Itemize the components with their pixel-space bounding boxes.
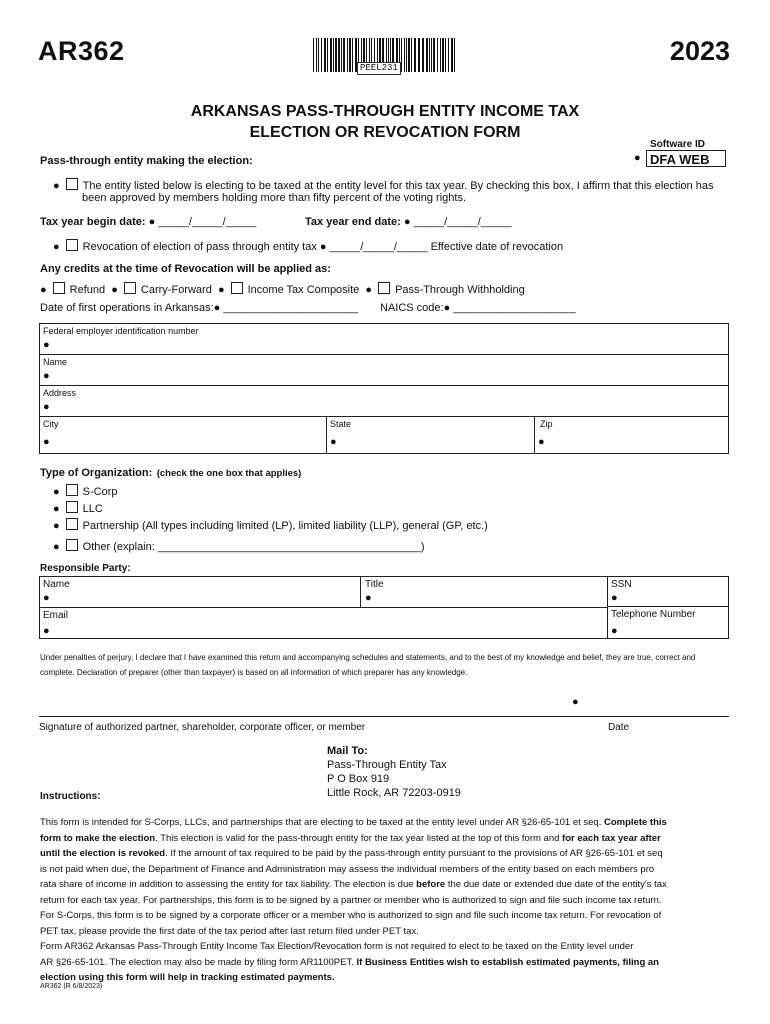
- other-checkbox[interactable]: [66, 539, 78, 551]
- instr-bold: before: [416, 879, 446, 890]
- rp-title-field[interactable]: ●: [365, 592, 372, 604]
- first-ops-row: [40, 302, 358, 314]
- org-type-heading: [40, 463, 301, 481]
- naics-label: NAICS code:: [380, 302, 444, 314]
- option-composite: Income Tax Composite: [247, 284, 360, 296]
- mail-line-3: Little Rock, AR 72203-0919: [327, 787, 461, 799]
- bullet-icon: ●: [53, 503, 60, 515]
- instr-text: AR §26-65-101. The election may also be made by filing form AR1100PET.: [40, 956, 354, 968]
- instr-text: . If the amount of tax required to be paid by the pass-through entity pursuant to the provisions of AR §26-65-101 et seq: [165, 848, 663, 859]
- date-label: Date: [608, 722, 630, 733]
- instr-text: PET tax, please provide the first date of the tax period after last return filed under PET tax.: [40, 925, 419, 937]
- date-bullet-icon: ●: [572, 696, 579, 708]
- state-field[interactable]: ●: [330, 436, 337, 448]
- instructions-paragraph-2: [40, 939, 740, 986]
- org-option-other: [53, 539, 425, 553]
- revocation-date-field[interactable]: _____/_____/_____: [329, 241, 428, 253]
- revocation-text: Revocation of election of pass through entity tax: [82, 241, 317, 253]
- form-title-line1: ARKANSAS PASS-THROUGH ENTITY INCOME TAX: [190, 103, 580, 120]
- address-field[interactable]: ●: [43, 401, 50, 413]
- refund-checkbox[interactable]: [53, 282, 65, 294]
- bullet-icon: ●: [403, 216, 411, 228]
- instr-bold: Complete this: [604, 817, 667, 828]
- tax-end-row: [305, 216, 511, 228]
- signature-line[interactable]: [39, 716, 729, 717]
- naics-row: [380, 302, 576, 314]
- rp-email-field[interactable]: ●: [43, 625, 50, 637]
- fein-label: Federal employer identification number: [43, 326, 199, 336]
- option-llc-label: LLC: [82, 503, 103, 515]
- partnership-checkbox[interactable]: [66, 518, 78, 530]
- bullet-icon: ●: [53, 520, 60, 532]
- rp-email-label: Email: [43, 610, 69, 621]
- llc-checkbox[interactable]: [66, 501, 78, 513]
- instr-text: the due date or extended due date of the entity's tax: [447, 879, 667, 890]
- mail-to-label: Mail To:: [327, 745, 368, 757]
- instr-text: is not paid when due, the Department of Finance and Administration may assess the individual members of the entity based on each members pro: [40, 863, 655, 875]
- bullet-icon: ●: [53, 541, 60, 553]
- credits-options: [40, 282, 525, 296]
- rp-ssn-label: SSN: [611, 579, 632, 590]
- org-type-hint: (check the one box that applies): [156, 468, 302, 479]
- zip-field[interactable]: ●: [538, 436, 545, 448]
- instr-bold: If Business Entities wish to establish estimated payments, filing an: [356, 956, 659, 968]
- election-checkbox[interactable]: [66, 178, 78, 190]
- bullet-icon: ●: [148, 216, 156, 228]
- instr-text: This form is intended for S-Corps, LLCs, and partnerships that are electing to be taxed at the entity level under AR §26-65-101 et seq.: [40, 817, 602, 828]
- bullet-icon: ●: [319, 241, 327, 253]
- instructions-paragraph-1: [40, 815, 740, 939]
- mail-line-2: P O Box 919: [327, 773, 390, 785]
- zip-label: Zip: [540, 419, 553, 429]
- bullet-icon: ●: [365, 284, 373, 296]
- instr-bold: form to make the election: [40, 832, 156, 844]
- election-label: Pass-through entity making the election:: [40, 155, 253, 167]
- org-option-scorp: [53, 484, 118, 498]
- instr-bold: for each tax year after: [562, 832, 661, 844]
- election-text-2: been approved by members holding more than fifty percent of the voting rights.: [82, 192, 466, 204]
- rp-ssn-field[interactable]: ●: [611, 592, 618, 604]
- software-id-label: Software ID: [650, 139, 706, 150]
- tax-begin-label: Tax year begin date:: [40, 216, 146, 228]
- option-other-label: Other (explain: ___________________________________________): [82, 541, 425, 553]
- election-row: [53, 178, 743, 192]
- barcode-code: PEEL231: [357, 62, 401, 75]
- scorp-checkbox[interactable]: [66, 484, 78, 496]
- instr-bold: until the election is revoked: [40, 848, 166, 859]
- org-option-partnership: [53, 518, 488, 532]
- election-text-1: The entity listed below is electing to be taxed at the entity level for this tax year. By checking this box, I affirm that this election has: [82, 180, 714, 192]
- carry-forward-checkbox[interactable]: [124, 282, 136, 294]
- name-label: Name: [43, 357, 68, 367]
- tax-begin-field[interactable]: _____/_____/_____: [158, 216, 257, 228]
- credits-label: Any credits at the time of Revocation will be applied as:: [40, 263, 331, 275]
- bullet-icon: ●: [217, 284, 225, 296]
- tax-begin-row: [40, 216, 256, 228]
- org-option-llc: [53, 501, 103, 515]
- instr-bold: election using this form will help in tracking estimated payments.: [40, 972, 335, 983]
- revocation-row: [53, 239, 563, 253]
- form-id: AR362: [38, 36, 125, 66]
- tax-end-field[interactable]: _____/_____/_____: [413, 216, 512, 228]
- form-title-line2: ELECTION OR REVOCATION FORM: [249, 124, 521, 141]
- rp-phone-label: Telephone Number: [611, 609, 696, 620]
- footer-revision: AR362 (R 6/8/2023): [40, 983, 103, 990]
- option-carry-forward: Carry-Forward: [140, 284, 212, 296]
- city-label: City: [43, 419, 59, 429]
- tax-end-label: Tax year end date:: [305, 216, 401, 228]
- bullet-icon: ●: [111, 284, 118, 296]
- naics-field[interactable]: ____________________: [453, 302, 576, 314]
- bullet-icon: ●: [53, 486, 60, 498]
- mail-line-1: Pass-Through Entity Tax: [327, 759, 447, 771]
- option-refund: Refund: [69, 284, 106, 296]
- bullet-icon: ●: [213, 302, 221, 314]
- org-type-label: Type of Organization:: [40, 467, 153, 479]
- state-label: State: [330, 419, 352, 429]
- entity-info-box: [39, 323, 729, 454]
- responsible-label: Responsible Party:: [40, 563, 131, 574]
- rp-name-label: Name: [43, 579, 70, 590]
- declaration-line-1: Under penalties of perjury, I declare that I have examined this return and accompanying schedules and statements, and to the best of my knowledge and belief, they are true, correct and: [40, 653, 696, 662]
- address-label: Address: [43, 388, 77, 398]
- fein-field[interactable]: ●: [43, 339, 50, 351]
- bullet-icon: ●: [53, 180, 60, 192]
- rp-title-label: Title: [365, 579, 384, 590]
- instr-text: Form AR362 Arkansas Pass-Through Entity Income Tax Election/Revocation form is not required to elect to be taxed on the Entity level under: [40, 941, 634, 952]
- declaration-line-2: complete. Declaration of preparer (other than taxpayer) is based on all information of which preparer has any knowledge.: [40, 668, 468, 677]
- tax-year: 2023: [669, 36, 730, 66]
- withholding-checkbox[interactable]: [378, 282, 390, 294]
- software-id-field[interactable]: DFA WEB: [646, 150, 726, 167]
- instructions-label: Instructions:: [40, 791, 101, 802]
- first-ops-label: Date of first operations in Arkansas:: [40, 302, 214, 314]
- option-withholding: Pass-Through Withholding: [395, 284, 525, 296]
- option-partnership-label: Partnership (All types including limited (LP), limited liability (LLP), general (GP, etc.): [82, 520, 488, 532]
- bullet-icon: ●: [53, 241, 60, 253]
- option-scorp-label: S-Corp: [82, 486, 118, 498]
- first-ops-field[interactable]: ______________________: [223, 302, 358, 314]
- rp-phone-field[interactable]: ●: [611, 625, 618, 637]
- composite-checkbox[interactable]: [231, 282, 243, 294]
- revocation-checkbox[interactable]: [66, 239, 78, 251]
- bullet-icon: ●: [634, 152, 641, 164]
- instr-text: return for each tax year. For partnerships, this form is to be signed by a partner or member who is authorized to sign and file such income tax return.: [40, 894, 662, 906]
- city-field[interactable]: ●: [43, 436, 50, 448]
- instr-text: . This election is valid for the pass-through entity for the tax year listed at the top of this form and: [155, 832, 560, 844]
- revocation-suffix: Effective date of revocation: [430, 241, 564, 253]
- bullet-icon: ●: [443, 302, 451, 314]
- signature-label: Signature of authorized partner, shareholder, corporate officer, or member: [39, 722, 366, 733]
- rp-name-field[interactable]: ●: [43, 592, 50, 604]
- entity-name-field[interactable]: ●: [43, 370, 50, 382]
- instr-text: For S-Corps, this form is to be signed by a corporate officer or a member who is authorized to sign and file such income tax return. For revocation of: [40, 910, 662, 921]
- instr-text: rata share of income in addition to assessing the entity for tax liability. The election is due: [40, 879, 414, 890]
- bullet-icon: ●: [40, 284, 47, 296]
